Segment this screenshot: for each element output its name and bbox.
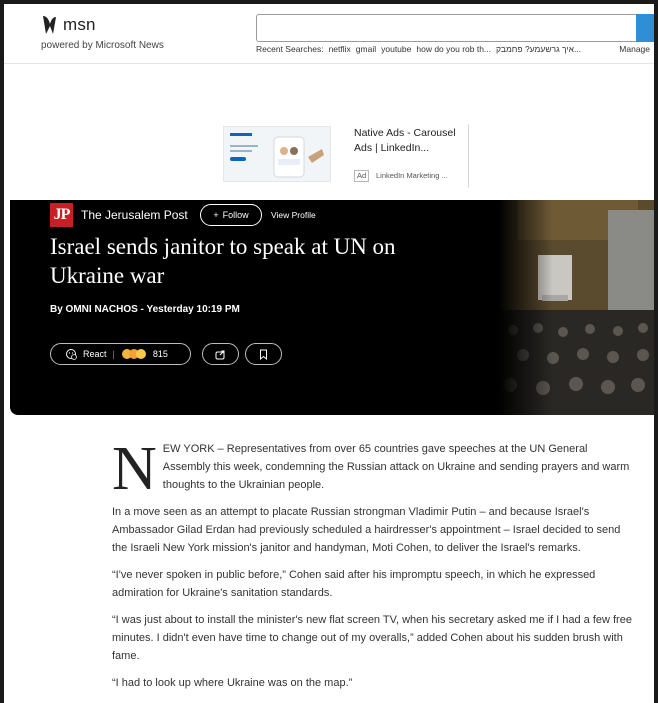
publisher-logo[interactable]: JP — [50, 203, 73, 227]
ad-divider — [468, 124, 469, 188]
recent-searches-label: Recent Searches: — [256, 44, 324, 54]
react-button[interactable] — [50, 343, 191, 365]
search-input[interactable] — [256, 14, 654, 42]
recent-search-item[interactable]: gmail — [355, 44, 377, 54]
powered-by-text: powered by Microsoft News — [41, 40, 164, 51]
recent-searches — [256, 44, 654, 54]
react-separator: | — [112, 349, 115, 359]
logo-text: msn — [63, 15, 96, 34]
article-headline: Israel sends janitor to speak at UN on Ukraine war — [50, 234, 396, 288]
bookmark-icon — [259, 349, 268, 360]
react-label: React — [83, 349, 107, 359]
reaction-emojis-icon — [121, 348, 147, 360]
view-profile-link[interactable]: View Profile — [271, 210, 316, 220]
article-paragraph: “I was just about to install the minister's new flat screen TV, when his secretary asked me if I had a few free minutes. I didn't even have time to change out of my overalls,” added Cohen about his sudden brush with fame. — [112, 614, 632, 662]
recent-search-item[interactable]: youtube — [381, 44, 412, 54]
ad-source[interactable]: LinkedIn Marketing ... — [376, 171, 448, 180]
react-icon — [65, 348, 77, 360]
follow-label: Follow — [222, 210, 249, 220]
msn-logo[interactable] — [40, 14, 96, 36]
recent-search-item[interactable]: netflix — [328, 44, 351, 54]
recent-search-item[interactable]: how do you rob th... — [416, 44, 492, 54]
article-paragraph: “I've never spoken in public before,” Cohen said after his impromptu speech, in which he expressed admiration for Ukraine's sanitation standards. — [112, 569, 596, 599]
ad-title[interactable]: Native Ads - Carousel Ads | LinkedIn... — [354, 127, 456, 154]
ad-thumbnail-graphic — [224, 127, 331, 182]
share-button[interactable] — [202, 343, 239, 365]
article-hero — [10, 200, 654, 415]
paragraph-text: EW YORK – Representatives from over 65 countries gave speeches at the UN General Assembly this week, condemning the Russian attack on Ukraine and sending prayers and warm thoughts to the Ukrainian people. — [162, 443, 630, 491]
plus-icon: + — [213, 210, 219, 220]
recent-search-item[interactable]: איך גרשעמע? פחמבק... — [496, 44, 582, 54]
article-body — [112, 435, 632, 701]
article-byline: By OMNI NACHOS - Yesterday 10:19 PM — [50, 304, 240, 315]
share-icon — [215, 349, 226, 360]
article-paragraph: In a move seen as an attempt to placate Russian strongman Vladimir Putin – and because Israel's Ambassador Gilad Erdan had previously scheduled a hairdresser's appointment – Israel decided to send the Israeli New York mission's janitor and handyman, Moti Cohen, to deliver the Israel's remarks. — [112, 506, 621, 554]
hero-photo — [498, 200, 654, 415]
save-button[interactable] — [245, 343, 282, 365]
follow-button[interactable] — [200, 204, 262, 226]
reaction-count: 815 — [152, 349, 168, 359]
ad-image[interactable] — [223, 126, 331, 182]
browser-page — [4, 4, 654, 703]
msn-butterfly-icon — [40, 14, 60, 36]
msn-header — [4, 4, 654, 64]
publisher-name[interactable]: The Jerusalem Post — [81, 208, 188, 222]
article-paragraph — [112, 435, 632, 503]
ad-badge: Ad — [354, 170, 369, 182]
search-button[interactable] — [636, 14, 654, 42]
manage-link[interactable]: Manage — [619, 44, 650, 54]
article-paragraph: “I had to look up where Ukraine was on the map.” — [112, 677, 353, 689]
drop-cap: N — [112, 435, 157, 503]
